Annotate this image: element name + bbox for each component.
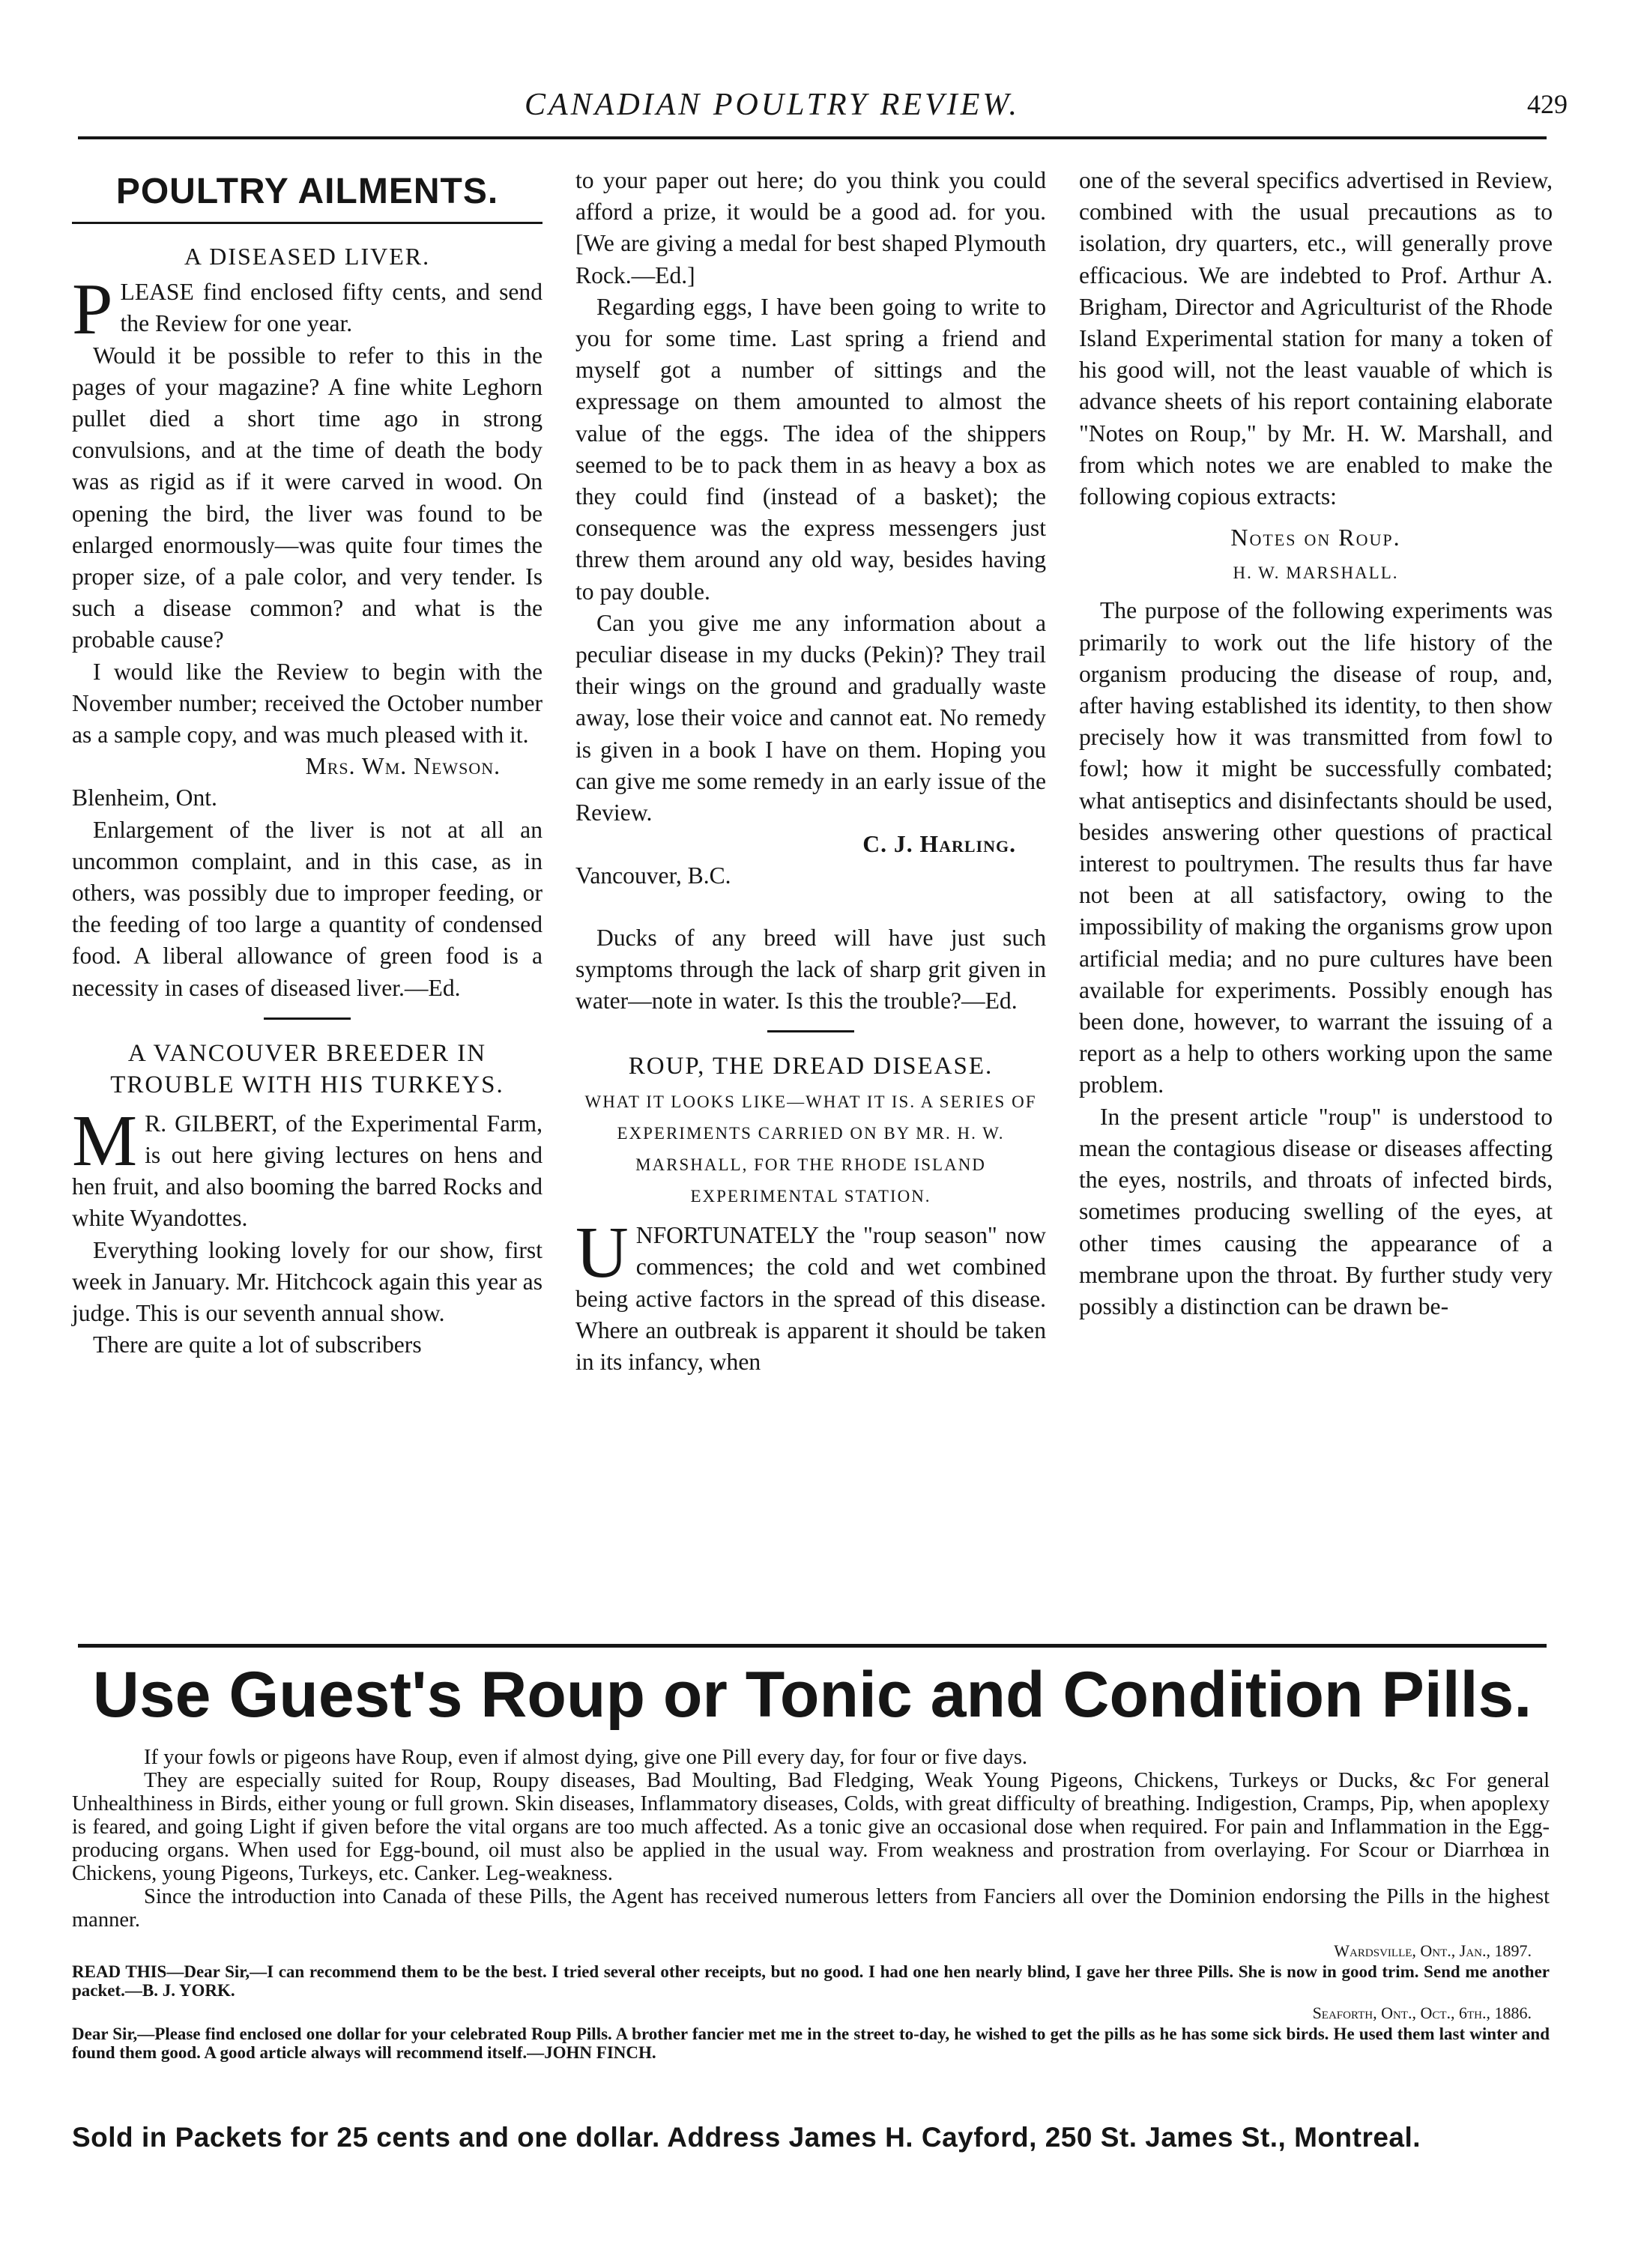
letter-paragraph: I would like the Review to begin with the November number; received the October number as a sample copy, and was much pleased with it. [72, 658, 543, 749]
advertisement-paragraph: Since the introduction into Canada of these Pills, the Agent has received numerous letters from Fanciers all over the Dominion endorsing the Pills in the highest manner. [72, 1885, 1550, 1932]
article-text: NFORTUNATELY the "roup season" now commences; the cold and wet combined being active factors in the spread of this disease. Where an outbreak is apparent it should be taken in its infancy, when [575, 1222, 1046, 1376]
drop-cap: M [72, 1100, 138, 1182]
advertisement-rule [78, 1644, 1547, 1648]
letter-text: R. GILBERT, of the Experimental Farm, is out here giving lectures on hens and hen fruit, and also booming the barred Rocks and white Wyandottes. [72, 1110, 543, 1232]
signature: C. J. Harling. [862, 831, 1016, 858]
letter-paragraph: Can you give me any information about a peculiar disease in my ducks (Pekin)? They trail their wings on the ground and gradually waste away, lose their voice and cannot eat. No remedy is given in a book I have on them. Hoping you can give me some remedy in an early issue of the Review. [575, 609, 1046, 826]
spacer [575, 892, 1046, 922]
section-title: POULTRY AILMENTS. [115, 172, 499, 211]
column-3 [1079, 165, 1553, 1322]
advertisement-paragraph: If your fowls or pigeons have Roup, even if almost dying, give one Pill every day, for four or five days. [144, 1746, 1028, 1769]
notes-heading: Notes on Roup. [1230, 524, 1401, 551]
editor-reply: Ducks of any breed will have just such symptoms through the lack of sharp grit given in water—note in water. Is this the trouble?—Ed. [575, 924, 1046, 1014]
drop-cap: U [575, 1212, 629, 1294]
testimonial [72, 2024, 1550, 2062]
testimonial-dateline: Wardsville, Ont., Jan., 1897. [1334, 1941, 1532, 1960]
signature: Mrs. Wm. Newson. [305, 753, 501, 780]
testimonial [72, 1962, 1550, 2000]
separator-rule [767, 1030, 854, 1032]
letter-paragraph: There are quite a lot of subscribers [93, 1331, 422, 1358]
advertisement-footer: Sold in Packets for 25 cents and one dollar. Address James H. Cayford, 250 St. James St., Montreal. [72, 2122, 1421, 2153]
testimonial-text: —Dear Sir,—I can recommend them to be the best. I tried several other receipts, but no good. I had one hen nearly blind, I gave her three Pills. She is now in good trim. Send me another packet.—B. J. YORK. [72, 1962, 1550, 2000]
column-1 [72, 165, 543, 1361]
letter-paragraph: Everything looking lovely for our show, first week in January. Mr. Hitchcock again this year as judge. This is our seventh annual show. [72, 1236, 543, 1327]
article-paragraph [575, 1212, 1046, 1378]
section-rule [72, 222, 543, 224]
letter-paragraph: Regarding eggs, I have been going to write to you for some time. Last spring a friend and myself got a number of sittings and the expressage on them amounted to almost the value of the eggs. The idea of the shippers seemed to be to pack them in as heavy a box as they could find (instead of a basket); the consequence was the express messengers just threw them around any old way, besides having to pay double. [575, 293, 1046, 605]
read-this-label: READ THIS [72, 1962, 167, 1981]
article-paragraph: The purpose of the following experiments was primarily to work out the life history of the organism producing the disease of roup, and, after having established its identity, to then show precisely how it was transmitted from fowl to fowl; how it might be successfully combated; what antiseptics and disinfectants should be used, besides answering other questions of practical interest to poultrymen. The results thus far have not been at all satisfactory, owing to the impossibility of making the organisms grow upon artificial media; and no pure cultures have been available for experiments. Possibly enough has been done, however, to warrant the issuing of a report as a help to others working upon the same problem. [1079, 597, 1553, 1098]
advertisement-title: Use Guest's Roup or Tonic and Condition Pills. [92, 1659, 1532, 1731]
letter-paragraph [72, 1100, 543, 1235]
editor-reply: Enlargement of the liver is not at all an uncommon complaint, and in this case, as in others, was possibly due to improper feeding, or the feeding of too large a quantity of condensed food. A liberal allowance of green food is a necessity in cases of diseased liver.—Ed. [72, 816, 543, 1001]
article-subheading-roup: WHAT IT LOOKS LIKE—WHAT IT IS. A SERIES OF EXPERIMENTS CARRIED ON BY MR. H. W. MARSHALL, FOR THE RHODE ISLAND EXPERIMENTAL STATION. [584, 1092, 1037, 1206]
letter-paragraph: Would it be possible to refer to this in the pages of your magazine? A fine white Leghorn pullet died a short time ago in strong convulsions, and at the time of death the body was as rigid as if it were carved in wood. On opening the bird, the liver was found to be enlarged enormously—was quite four times the proper size, of a pale color, and very tender. Is such a disease common? and what is the probable cause? [72, 342, 543, 653]
letter-paragraph: to your paper out here; do you think you could afford a prize, it would be a good ad. for you. [We are giving a medal for best shaped Plymouth Rock.—Ed.] [575, 167, 1046, 288]
dateline-place: Vancouver, B.C. [575, 862, 731, 889]
article-heading-vancouver-breeder: A VANCOUVER BREEDER IN TROUBLE WITH HIS TURKEYS. [110, 1039, 504, 1098]
advertisement-body [72, 1746, 1550, 2062]
testimonial-text: Dear Sir,—Please find enclosed one dollar for your celebrated Roup Pills. A brother fancier met me in the street to-day, he wished to get the pills as he has some sick birds. He used them last winter and found them good. A good article always will recommend itself.—JOHN FINCH. [72, 2024, 1550, 2062]
article-paragraph: one of the several specifics advertised in Review, combined with the usual precautions as to isolation, dry quarters, etc., will generally prove efficacious. We are indebted to Prof. Arthur A. Brigham, Director and Agriculturist of the Rhode Island Experimental station for many a token of his good will, not the least vauable of which is advance sheets of his report containing elaborate "Notes on Roup," by Mr. H. W. Marshall, and from which notes we are enabled to make the following copious extracts: [1079, 167, 1553, 510]
article-heading-diseased-liver: A DISEASED LIVER. [184, 243, 431, 270]
column-2 [575, 165, 1046, 1378]
header-rule [78, 136, 1547, 139]
dateline-place: Blenheim, Ont. [72, 784, 217, 811]
article-heading-roup: ROUP, THE DREAD DISEASE. [628, 1053, 994, 1080]
drop-cap: P [72, 269, 113, 351]
separator-rule [264, 1017, 351, 1020]
running-head: CANADIAN POULTRY REVIEW. [525, 88, 1021, 122]
page-number: 429 [1527, 89, 1568, 119]
testimonial-dateline: Seaforth, Ont., Oct., 6th., 1886. [1312, 2004, 1532, 2022]
article-paragraph: In the present article "roup" is understood to mean the contagious disease or diseases affecting the eyes, nostrils, and throats of infected birds, sometimes producing swelling of the eyes, at other times causing the appearance of a membrane upon the throat. By further study very possibly a distinction can be drawn be- [1079, 1103, 1553, 1319]
letter-paragraph [72, 269, 543, 351]
letter-text: LEASE find enclosed fifty cents, and send the Review for one year. [120, 279, 543, 337]
advertisement-paragraph: They are especially suited for Roup, Roupy diseases, Bad Moulting, Bad Fledging, Weak Young Pigeons, Chickens, Turkeys or Ducks, &c For general Unhealthiness in Birds, either young or full grown. Skin diseases, Inflammatory diseases, Colds, with great difficulty of breathing. Indigestion, Cramps, Pip, when apoplexy is feared, and going Light if given before the vital organs are too much affected. As a tonic give an occasional dose when required. For pain and Inflammation in the Egg-producing organs. When used for Egg-bound, oil must also be applied in the usual way. From weakness and prostration from overlaying. For Scour or Diarrhœa in Chickens, young Pigeons, Turkeys, etc. Canker. Leg-weakness. [72, 1769, 1550, 1885]
notes-author: H. W. MARSHALL. [1233, 563, 1399, 583]
